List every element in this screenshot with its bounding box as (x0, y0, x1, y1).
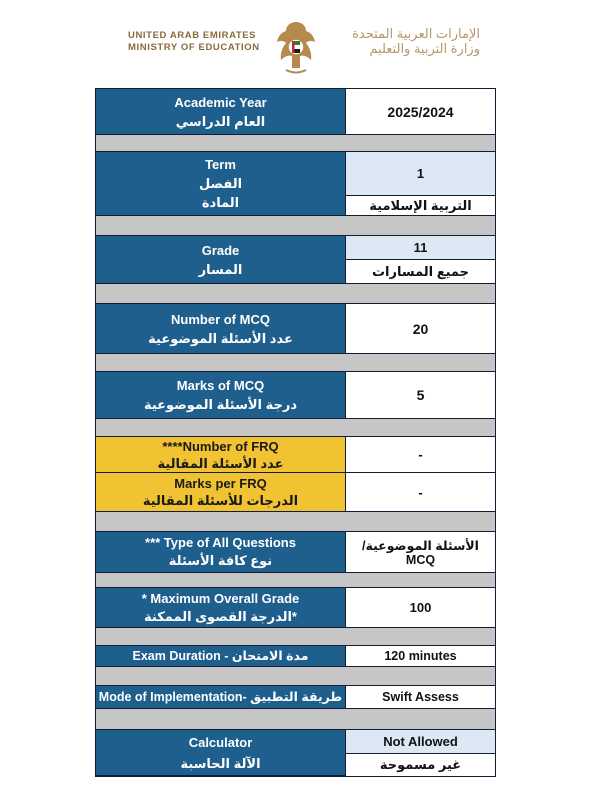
calculator-value-ar: غير مسموحة (379, 756, 462, 772)
document-header (0, 0, 613, 86)
label-cell (96, 372, 346, 419)
row-grade-track (96, 236, 495, 284)
calculator-label-ar: الآلة الحاسبة (180, 755, 261, 771)
label-cell (96, 89, 346, 135)
max-grade-value: 100 (346, 588, 495, 628)
term-label-ar: الفصل (198, 176, 243, 191)
label-cell (96, 304, 346, 354)
term-value: 1 (346, 152, 495, 196)
label-cell (96, 532, 346, 573)
marks-frq-label-ar: الدرجات للأسئلة المقالية (142, 493, 299, 508)
mode-label: Mode of Implementation- طريقة التطبيق (96, 686, 346, 709)
row-academic-year (96, 89, 495, 135)
row-exam-duration (96, 646, 495, 667)
num-frq-label-en: ****Number of FRQ (162, 438, 279, 454)
subject-value: التربية الإسلامية (369, 197, 472, 213)
value-cell (346, 236, 495, 284)
row-max-grade (96, 588, 495, 628)
row-number-of-mcq (96, 304, 495, 354)
num-mcq-label-ar: عدد الأسئلة الموضوعية (148, 330, 293, 346)
num-mcq-label-en: Number of MCQ (171, 311, 270, 327)
max-grade-label-en: * Maximum Overall Grade (141, 590, 300, 606)
label-cell (96, 473, 346, 512)
spacer-row (96, 419, 495, 437)
row-calculator (96, 730, 495, 776)
row-mode-of-implementation (96, 686, 495, 709)
type-questions-value: الأسئلة الموضوعية/ MCQ (346, 532, 495, 573)
academic-year-value: 2025/2024 (346, 89, 495, 135)
ministry-name-en: MINISTRY OF EDUCATION (128, 42, 260, 53)
spacer-row (96, 667, 495, 686)
duration-label: Exam Duration - مدة الامتحان (96, 646, 346, 667)
track-label-ar: المسار (198, 261, 243, 277)
academic-year-label-ar: العام الدراسي (175, 113, 266, 129)
label-cell (96, 236, 346, 284)
row-marks-of-mcq (96, 372, 495, 419)
row-number-of-frq (96, 437, 495, 473)
exam-info-table (95, 88, 496, 777)
label-cell (96, 437, 346, 473)
uae-emblem-icon (272, 18, 320, 76)
value-cell (346, 730, 495, 776)
row-marks-per-frq (96, 473, 495, 512)
mode-value: Swift Assess (346, 686, 495, 709)
spacer-row (96, 354, 495, 372)
track-value: جميع المسارات (371, 263, 470, 279)
spacer-row (96, 135, 495, 152)
grade-value: 11 (346, 236, 495, 260)
country-name-en: UNITED ARAB EMIRATES (128, 30, 257, 41)
marks-mcq-label-en: Marks of MCQ (176, 378, 265, 393)
type-questions-label-en: *** Type of All Questions (145, 535, 296, 550)
value-cell (346, 152, 495, 216)
spacer-row (96, 512, 495, 532)
spacer-row (96, 573, 495, 588)
ministry-name-arabic (330, 26, 480, 56)
calculator-label-en: Calculator (188, 734, 253, 750)
marks-mcq-label-ar: درجة الأسئلة الموضوعية (143, 397, 298, 412)
spacer-row (96, 709, 495, 730)
type-questions-label-ar: نوع كافة الأسئلة (168, 553, 273, 568)
spacer-row (96, 216, 495, 236)
country-name-ar: الإمارات العربية المتحدة (352, 26, 480, 41)
spacer-row (96, 628, 495, 646)
grade-label-en: Grade (201, 242, 240, 258)
label-cell (96, 152, 346, 216)
label-cell (96, 730, 346, 776)
marks-frq-value: - (346, 473, 495, 512)
row-term-subject (96, 152, 495, 216)
label-cell (96, 588, 346, 628)
duration-value: 120 minutes (346, 646, 495, 667)
num-frq-value: - (346, 437, 495, 473)
subject-label-ar: المادة (201, 195, 240, 210)
term-label-en: Term (205, 157, 236, 172)
marks-mcq-value: 5 (346, 372, 495, 419)
num-mcq-value: 20 (346, 304, 495, 354)
academic-year-label-en: Academic Year (174, 94, 267, 110)
num-frq-label-ar: عدد الأسئلة المقالية (157, 455, 284, 471)
calculator-value-en: Not Allowed (346, 730, 495, 754)
ministry-name-ar: وزارة التربية والتعليم (369, 41, 480, 56)
max-grade-label-ar: *الدرجة القصوى الممكنة (144, 608, 297, 624)
ministry-name-english (128, 30, 268, 54)
row-type-of-questions (96, 532, 495, 573)
marks-frq-label-en: Marks per FRQ (174, 476, 267, 491)
spacer-row (96, 284, 495, 304)
